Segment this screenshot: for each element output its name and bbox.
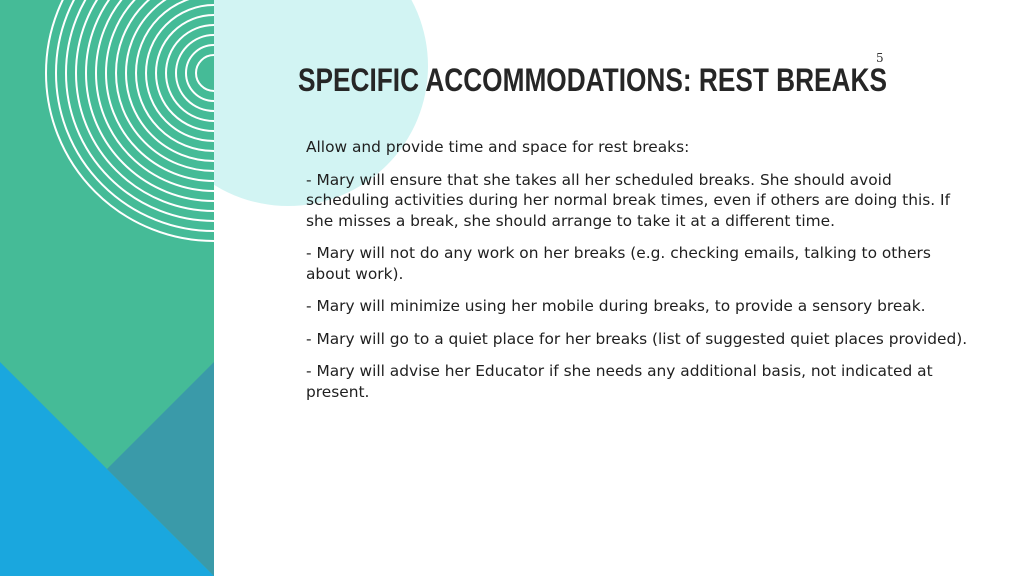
bullet-quiet-place: - Mary will go to a quiet place for her breaks (list of suggested quiet places provided). — [306, 329, 968, 348]
body-text — [306, 137, 968, 414]
slide-title: SPECIFIC ACCOMMODATIONS: REST BREAKS — [298, 62, 887, 98]
bullet-breaks-scheduled: - Mary will ensure that she takes all her scheduled breaks. She should avoid scheduling activities during her normal break times, even if others are doing this. If she misses a break, she should arrange to take it at a different time. — [306, 170, 950, 230]
intro-text: Allow and provide time and space for rest breaks: — [306, 138, 690, 156]
page-number: 5 — [876, 51, 884, 65]
bullet-minimize-mobile: - Mary will minimize using her mobile during breaks, to provide a sensory break. — [306, 297, 926, 315]
bullet-no-work: - Mary will not do any work on her breaks (e.g. checking emails, talking to others about work). — [306, 244, 931, 283]
bullet-advise-educator: - Mary will advise her Educator if she needs any additional basis, not indicated at present. — [306, 362, 933, 401]
